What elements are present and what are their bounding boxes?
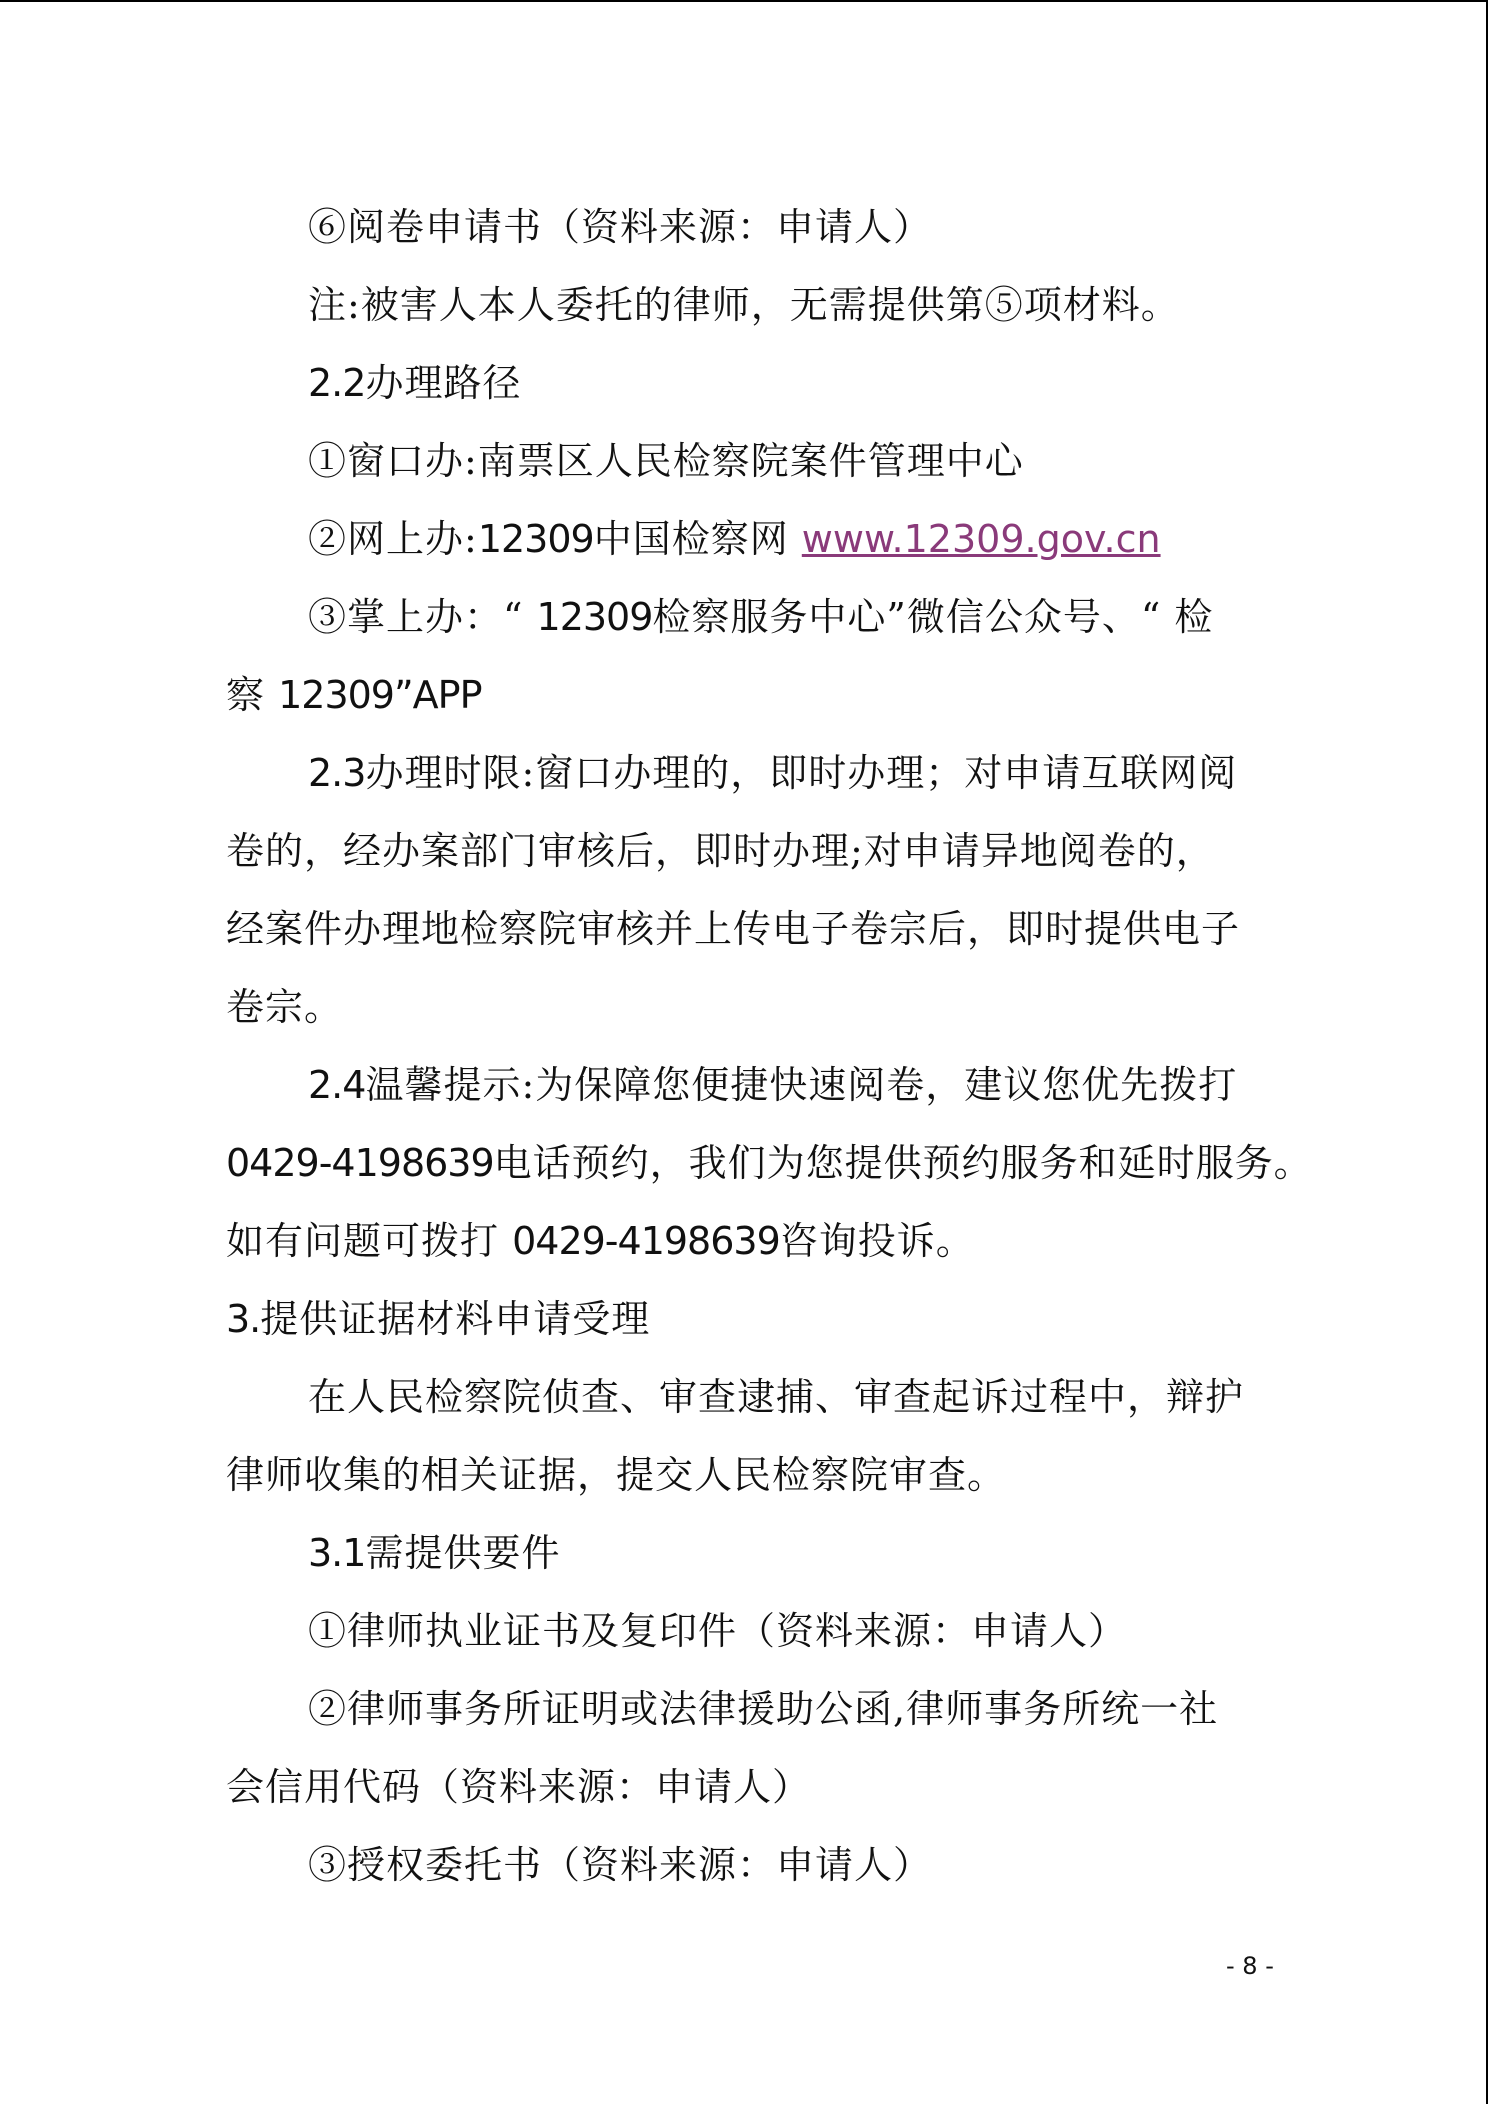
section-number: 3.1 (308, 1531, 366, 1575)
website-link[interactable]: www.12309.gov.cn (801, 517, 1161, 561)
number-text: 12309 (536, 595, 653, 639)
paragraph-line (226, 578, 1288, 656)
line-text: ②律师事务所证明或法律援助公函,律师事务所统一社 (308, 1687, 1219, 1731)
line-text: ③授权委托书（资料来源：申请人） (308, 1843, 933, 1887)
line-text: 检察服务中心”微信公众号、“ 检 (652, 595, 1214, 639)
section-number: 3. (226, 1297, 261, 1341)
section-number: 2.3 (308, 751, 366, 795)
line-text: 察 (226, 673, 279, 717)
phone-number: 0429-4198639 (512, 1219, 780, 1263)
line-text: 律师收集的相关证据，提交人民检察院审查。 (226, 1453, 1007, 1497)
line-text: 会信用代码（资料来源：申请人） (226, 1765, 812, 1809)
paragraph-line (226, 1358, 1288, 1436)
section-heading (226, 1046, 1288, 1124)
line-text: 电话预约，我们为您提供预约服务和延时服务。 (493, 1141, 1313, 1185)
paragraph-line (226, 422, 1288, 500)
section-number: 2.4 (308, 1063, 366, 1107)
paragraph-line (226, 1748, 1288, 1826)
line-text: 温馨提示:为保障您便捷快速阅卷，建议您优先拨打 (365, 1063, 1238, 1107)
line-text: 咨询投诉。 (779, 1219, 975, 1263)
section-number: 2.2 (308, 361, 366, 405)
line-text: 卷的，经办案部门审核后，即时办理;对申请异地阅卷的， (226, 829, 1215, 873)
paragraph-line (226, 1826, 1288, 1904)
section-heading (226, 344, 1288, 422)
line-text: ③掌上办：“ (308, 595, 537, 639)
line-text: ⑥阅卷申请书（资料来源：申请人） (308, 205, 933, 249)
line-text: 办理时限:窗口办理的，即时办理；对申请互联网阅 (365, 751, 1238, 795)
section-title: 需提供要件 (365, 1531, 561, 1575)
section-heading (226, 1514, 1288, 1592)
number-text: 12309”APP (278, 673, 482, 717)
line-text: ①律师执业证书及复印件（资料来源：申请人） (308, 1609, 1128, 1653)
document-body (226, 188, 1313, 1904)
line-text: ①窗口办:南票区人民检察院案件管理中心 (308, 439, 1024, 483)
line-text: 卷宗。 (226, 985, 344, 1029)
paragraph-line (226, 656, 1288, 734)
line-text: 经案件办理地检察院审核并上传电子卷宗后，即时提供电子 (226, 907, 1241, 951)
paragraph-line (226, 890, 1288, 968)
page-number: - 8 - (1226, 1952, 1274, 1980)
phone-number: 0429-4198639 (226, 1141, 494, 1185)
paragraph-line (226, 188, 1288, 266)
paragraph-line (226, 1592, 1288, 1670)
paragraph-line (226, 266, 1288, 344)
line-text: ②网上办: (308, 517, 478, 561)
paragraph-line (226, 1670, 1288, 1748)
line-text: 中国检察网 (593, 517, 802, 561)
section-heading (226, 734, 1288, 812)
paragraph-line (226, 812, 1288, 890)
paragraph-line (226, 968, 1288, 1046)
paragraph-line (226, 1436, 1288, 1514)
paragraph-line (226, 1124, 1313, 1202)
section-heading (226, 1280, 1288, 1358)
paragraph-line (226, 500, 1288, 578)
section-title: 办理路径 (365, 361, 522, 405)
number-text: 12309 (477, 517, 594, 561)
paragraph-line (226, 1202, 1288, 1280)
line-text: 注:被害人本人委托的律师，无需提供第⑤项材料。 (308, 283, 1180, 327)
page-border-top (0, 0, 1488, 2)
line-text: 在人民检察院侦查、审查逮捕、审查起诉过程中，辩护 (308, 1375, 1245, 1419)
line-text: 如有问题可拨打 (226, 1219, 513, 1263)
section-title: 提供证据材料申请受理 (260, 1297, 651, 1341)
